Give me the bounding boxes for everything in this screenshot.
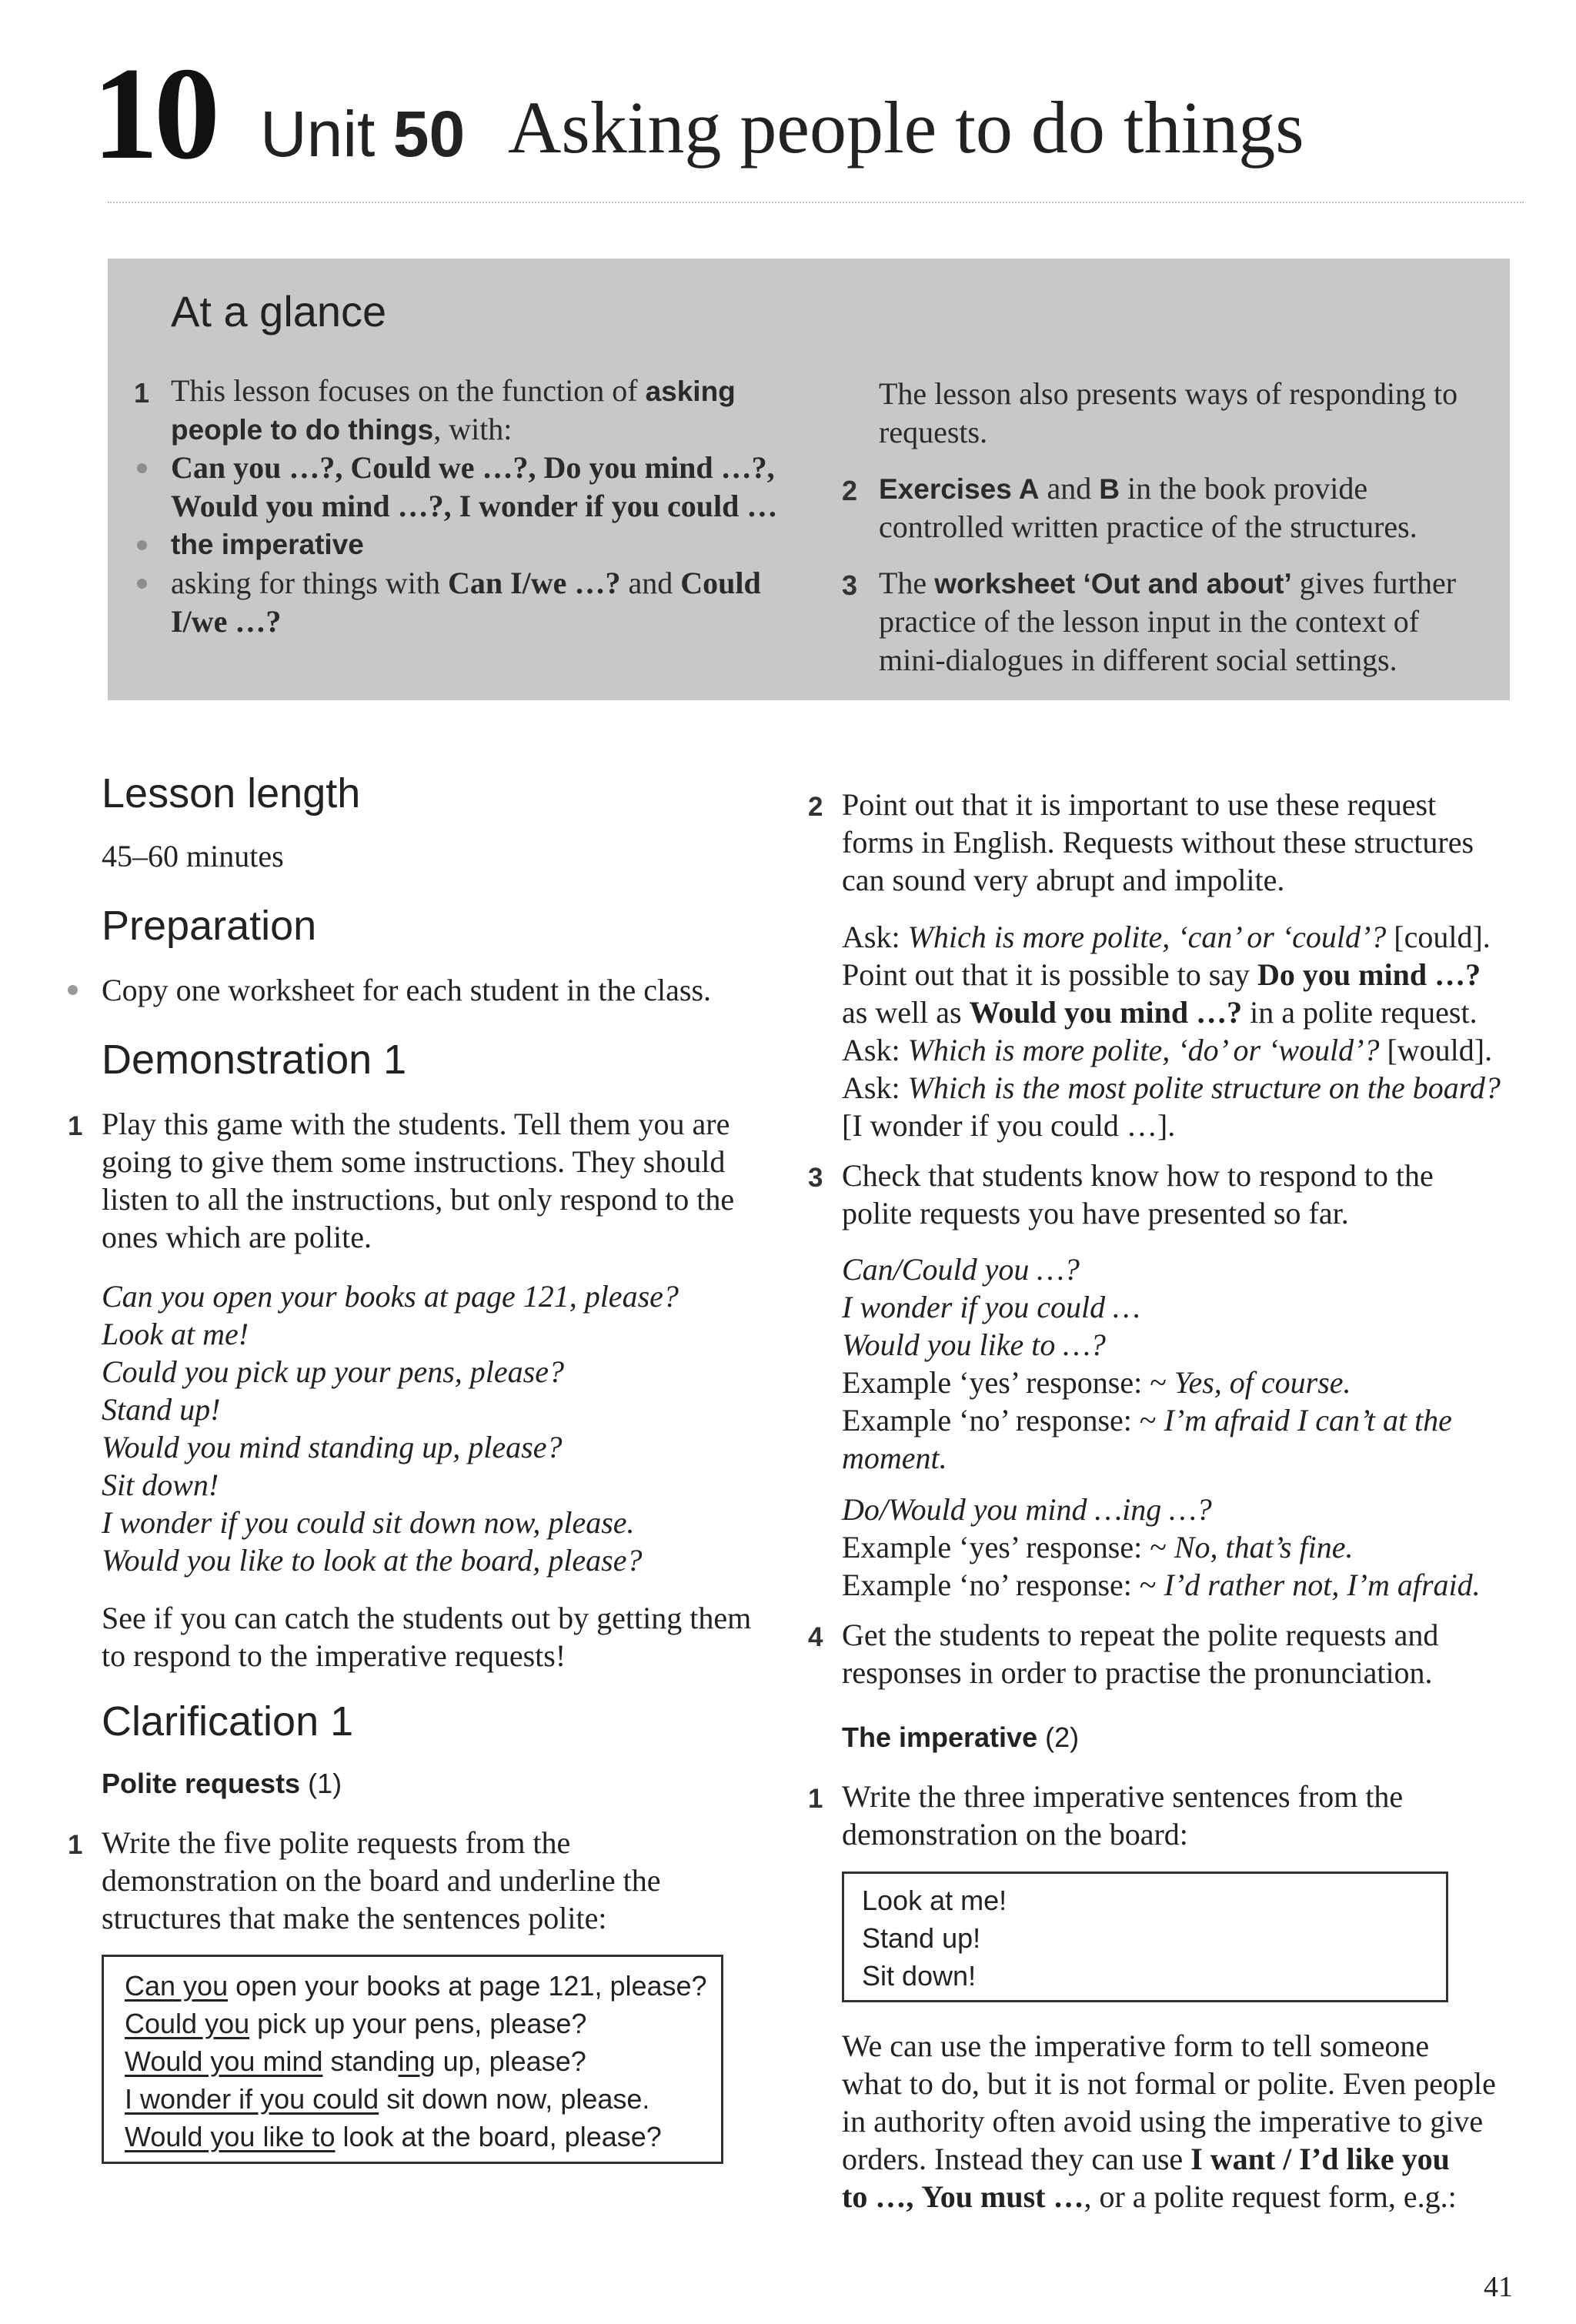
step-text: Check that students know how to respond to the polite requests you have presented so far. — [842, 1158, 1434, 1230]
list-item: Look at me! — [862, 1885, 1007, 1916]
glance-item-text: Exercises A and B in the book provide — [879, 471, 1368, 506]
response-examples: Can/Could you …? I wonder if you could … Would you like to …? Example ‘yes’ response: ~ Yes, of course. Example ‘no’ response: ~ I’m afraid I can’t at the moment. — [842, 1252, 1452, 1475]
glance-item-text: The lesson also presents ways of responding to — [879, 376, 1458, 411]
list-item: Would you mind standing up, please? — [125, 2045, 586, 2077]
list-item: Stand up! — [862, 1922, 981, 1954]
glance-bullet-text: Would you mind …?, I wonder if you could … — [171, 489, 778, 523]
step-text: Write the three imperative sentences from the demonstration on the board: — [842, 1779, 1404, 1852]
clarification-heading: Clarification 1 — [102, 1698, 354, 1745]
list-item: Stand up! — [102, 1392, 221, 1427]
header-divider — [108, 202, 1524, 203]
catch-out-note: See if you can catch the students out by getting them to respond to the imperative requests! — [102, 1601, 752, 1673]
glance-item-text: people to do things, with: — [171, 412, 513, 446]
list-item: Sit down! — [862, 1960, 977, 1992]
step-number: 4 — [808, 1622, 823, 1652]
glance-item-text: The worksheet ‘Out and about’ gives further — [879, 566, 1457, 600]
preparation-item: Copy one worksheet for each student in the class. — [102, 973, 712, 1007]
demonstration-heading: Demonstration 1 — [102, 1037, 407, 1083]
list-item: Would you like to look at the board, please? — [102, 1543, 643, 1578]
bullet-icon — [137, 463, 147, 473]
step-number: 1 — [68, 1830, 83, 1860]
list-item: Would you mind standing up, please? — [102, 1430, 563, 1464]
glance-item-text: This lesson focuses on the function of asking — [171, 373, 736, 408]
bullet-icon — [137, 540, 147, 550]
response-examples: Do/Would you mind …ing …? Example ‘yes’ response: ~ No, that’s fine. Example ‘no’ response: ~ I’d rather not, I’m afraid. — [842, 1492, 1481, 1602]
step-number: 1 — [808, 1784, 823, 1814]
clarification-instructions: Write the five polite requests from the demonstration on the board and underline the structures that make the sentences polite: — [102, 1825, 661, 1935]
lesson-length-value: 45–60 minutes — [102, 839, 284, 873]
glance-item-number: 3 — [842, 569, 858, 601]
list-item: Could you pick up your pens, please? — [102, 1354, 564, 1389]
step-number: 3 — [808, 1163, 823, 1193]
list-item: Could you pick up your pens, please? — [125, 2008, 587, 2039]
unit-number: 10 — [92, 41, 215, 187]
demo-example-list — [102, 1277, 679, 1579]
list-item: Would you like to look at the board, please? — [125, 2121, 662, 2152]
glance-bullet-text: asking for things with Can I/we …? and Could — [171, 566, 761, 600]
imperative-lines — [862, 1882, 1007, 1995]
glance-item-text: practice of the lesson input in the context of — [879, 604, 1420, 639]
polite-requests-lines — [125, 1967, 707, 2155]
imperative-subheading: The imperative (2) — [842, 1721, 1080, 1753]
glance-bullet-text: Can you …?, Could we …?, Do you mind …?, — [171, 450, 775, 485]
list-item: Can you open your books at page 121, please? — [102, 1279, 679, 1314]
page-number: 41 — [1484, 2271, 1513, 2303]
list-item: I wonder if you could sit down now, please. — [102, 1505, 635, 1540]
list-item: Look at me! — [102, 1317, 249, 1351]
unit-label: Unit 50 — [260, 98, 466, 170]
step-text: Point out that it is important to use these request forms in English. Requests without these structures can sound very abrupt and impolite. — [842, 787, 1474, 897]
list-item: I wonder if you could sit down now, please. — [125, 2083, 650, 2115]
imperative-explanation: We can use the imperative form to tell someone what to do, but it is not formal or polite. Even people in authority often avoid using the imperative to give orders. Instead they can use I want / I’d like you to …, You must …, or a polite request form, e.g.: — [842, 2028, 1496, 2214]
glance-item-number: 2 — [842, 475, 858, 506]
glance-item-text: mini-dialogues in different social settings. — [879, 643, 1397, 677]
step-number: 1 — [68, 1111, 83, 1141]
preparation-heading: Preparation — [102, 903, 317, 949]
list-item: Can you open your books at page 121, please? — [125, 1970, 707, 2002]
polite-requests-subheading: Polite requests (1) — [102, 1768, 342, 1799]
bullet-icon — [68, 985, 78, 995]
list-item: Sit down! — [102, 1468, 219, 1502]
step-text: Get the students to repeat the polite requests and responses in order to practise the pronunciation. — [842, 1618, 1439, 1690]
glance-item-text: requests. — [879, 415, 988, 449]
demo-instructions: Play this game with the students. Tell them you are going to give them some instructions. They should listen to all the instructions, but only respond to the ones which are polite. — [102, 1107, 735, 1254]
lesson-length-heading: Lesson length — [102, 770, 361, 816]
page-title: Asking people to do things — [508, 86, 1304, 169]
glance-item-text: controlled written practice of the structures. — [879, 509, 1417, 544]
at-a-glance-heading: At a glance — [171, 287, 387, 336]
ask-block: Ask: Which is more polite, ‘can’ or ‘could’? [could]. Point out that it is possible to say Do you mind …? as well as Would you mind …? in a polite request. Ask: Which is more polite, ‘do’ or ‘would’? [would]. Ask: Which is the most polite structure on the board? [I wonder if you could …]. — [842, 920, 1501, 1143]
glance-bullet-text: the imperative — [171, 529, 364, 560]
step-number: 2 — [808, 792, 823, 822]
glance-bullet-text: I/we …? — [171, 604, 282, 639]
bullet-icon — [137, 579, 147, 589]
glance-item-number: 1 — [134, 377, 150, 409]
